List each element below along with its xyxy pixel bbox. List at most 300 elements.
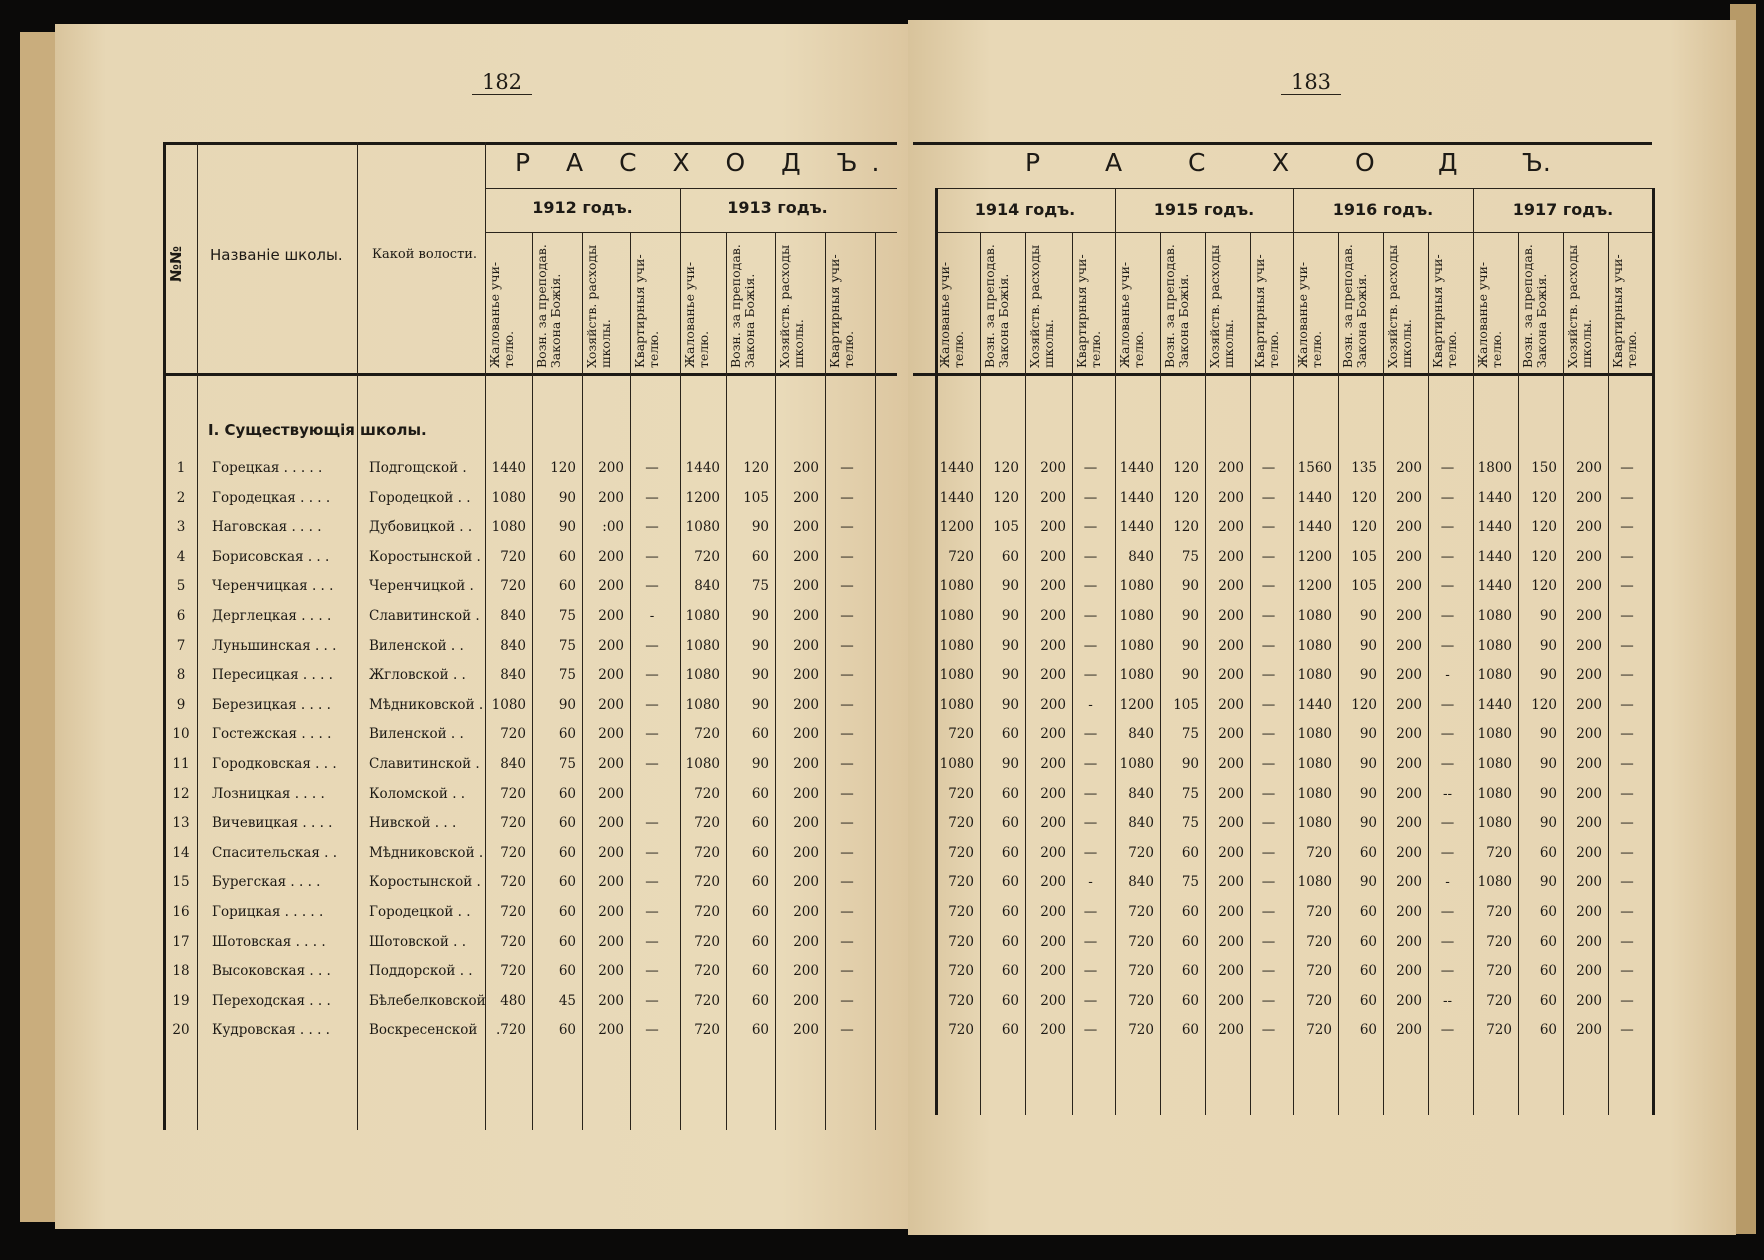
- value-cell: 60: [558, 933, 576, 950]
- value-cell: 200: [1040, 548, 1066, 565]
- column-header-text: Возн. за преподав. Закона Божія.: [1340, 244, 1369, 368]
- value-cell: :00: [602, 519, 624, 536]
- value-cell: 200: [1576, 844, 1602, 861]
- value-cell: 60: [1001, 785, 1019, 802]
- subhead-rule: [485, 232, 897, 233]
- column-header: [1565, 236, 1608, 368]
- value-cell: 720: [1128, 963, 1154, 980]
- column-header: [777, 236, 820, 368]
- housing-cell: -: [1088, 874, 1093, 891]
- value-cell: 720: [694, 726, 720, 743]
- volost-name: Коростынской .: [369, 548, 481, 565]
- value-cell: 720: [948, 548, 974, 565]
- value-cell: 75: [558, 756, 576, 772]
- value-cell: 60: [1181, 992, 1199, 1009]
- volost-name: Черенчицкой .: [369, 578, 474, 595]
- housing-cell: —: [1083, 785, 1098, 802]
- value-cell: 720: [500, 785, 526, 802]
- column-header: [1074, 236, 1117, 368]
- value-cell: 200: [1576, 815, 1602, 832]
- value-cell: 75: [1181, 785, 1199, 802]
- volost-name: Шотовской . .: [369, 933, 467, 950]
- value-cell: 720: [1306, 992, 1332, 1009]
- value-cell: 1440: [939, 489, 974, 506]
- value-cell: 90: [1359, 756, 1377, 772]
- value-cell: 90: [1001, 756, 1019, 772]
- table-top-rule: [913, 142, 1652, 145]
- value-cell: 480: [500, 992, 526, 1009]
- right-title-letter: Х: [1272, 148, 1290, 177]
- value-cell: 200: [1040, 933, 1066, 950]
- housing-cell: —: [840, 785, 854, 802]
- value-cell: 90: [1539, 756, 1557, 772]
- value-cell: 1080: [939, 696, 974, 713]
- value-cell: 1440: [1477, 489, 1512, 506]
- row-number: 19: [172, 992, 190, 1009]
- column-header: [1610, 236, 1653, 368]
- value-cell: 200: [1576, 1022, 1602, 1039]
- value-cell: 720: [500, 815, 526, 832]
- value-cell: 200: [1218, 667, 1244, 684]
- school-name: Луньшинская . . .: [212, 637, 337, 654]
- row-number: 16: [172, 904, 190, 920]
- volost-name: Дубовицкой . .: [369, 519, 473, 536]
- value-cell: 90: [751, 696, 769, 713]
- volost-name: Бѣлебелковской: [369, 992, 486, 1009]
- column-header-text: Квартирныя учи- телю.: [1430, 254, 1459, 368]
- value-cell: 200: [1040, 1022, 1066, 1039]
- housing-cell: —: [1261, 460, 1276, 476]
- school-name: Шотовская . . . .: [212, 933, 326, 950]
- value-cell: 720: [1306, 844, 1332, 861]
- value-cell: 75: [558, 637, 576, 654]
- value-cell: 90: [558, 696, 576, 713]
- value-cell: 1080: [685, 608, 720, 624]
- value-cell: 1080: [1119, 667, 1154, 684]
- value-cell: 1080: [491, 519, 526, 536]
- value-cell: 200: [1576, 667, 1602, 684]
- value-cell: 90: [1181, 637, 1199, 654]
- value-cell: 75: [558, 608, 576, 624]
- value-cell: 90: [1539, 815, 1557, 832]
- value-cell: 1200: [1297, 548, 1332, 565]
- value-cell: 1080: [491, 696, 526, 713]
- value-cell: 1200: [685, 489, 720, 506]
- housing-cell: —: [840, 667, 854, 684]
- value-cell: 60: [1001, 548, 1019, 565]
- value-cell: 60: [1181, 904, 1199, 920]
- housing-cell: —: [1261, 519, 1276, 536]
- school-name: Березицкая . . . .: [212, 696, 331, 713]
- value-cell: 1080: [1477, 874, 1512, 891]
- value-cell: 90: [1359, 637, 1377, 654]
- value-cell: 60: [1359, 1022, 1377, 1039]
- column-header: [937, 236, 980, 368]
- row-number: 12: [172, 785, 190, 802]
- value-cell: 200: [1218, 608, 1244, 624]
- value-cell: 60: [1539, 844, 1557, 861]
- value-cell: 720: [948, 785, 974, 802]
- volost-name: Нивской . . .: [369, 815, 457, 832]
- row-number: 20: [172, 1022, 190, 1039]
- value-cell: 840: [694, 578, 720, 595]
- value-cell: 720: [1486, 992, 1512, 1009]
- column-header-text: Хозяйств. расходы школы.: [1027, 244, 1056, 368]
- housing-cell: —: [1620, 548, 1634, 565]
- housing-cell: —: [1261, 696, 1276, 713]
- value-cell: 75: [1181, 874, 1199, 891]
- value-cell: 1080: [1119, 756, 1154, 772]
- housing-cell: —: [840, 963, 854, 980]
- column-header-text: Возн. за преподав. Закона Божія.: [728, 244, 757, 368]
- value-cell: 60: [1359, 963, 1377, 980]
- housing-cell: —: [1440, 637, 1455, 654]
- value-cell: 1440: [1297, 696, 1332, 713]
- value-cell: 60: [1001, 874, 1019, 891]
- housing-cell: —: [840, 578, 854, 595]
- value-cell: 840: [500, 608, 526, 624]
- value-cell: 720: [500, 963, 526, 980]
- value-cell: 200: [1040, 489, 1066, 506]
- row-number: 8: [176, 667, 186, 684]
- housing-cell: —: [1440, 963, 1455, 980]
- housing-cell: —: [645, 667, 659, 684]
- value-cell: 720: [1486, 933, 1512, 950]
- value-cell: 200: [1396, 992, 1422, 1009]
- value-cell: 1800: [1477, 460, 1512, 476]
- housing-cell: —: [1620, 933, 1634, 950]
- value-cell: 1200: [1119, 696, 1154, 713]
- value-cell: 90: [1359, 726, 1377, 743]
- school-name: Гостежская . . . .: [212, 726, 332, 743]
- value-cell: 60: [751, 844, 769, 861]
- housing-cell: —: [645, 933, 659, 950]
- right-title-letter: Д: [1438, 148, 1458, 177]
- value-cell: 200: [1576, 963, 1602, 980]
- column-rule: [197, 142, 198, 1130]
- value-cell: 60: [1001, 992, 1019, 1009]
- housing-cell: —: [1083, 637, 1098, 654]
- value-cell: 90: [751, 667, 769, 684]
- housing-cell: —: [1261, 667, 1276, 684]
- value-cell: 120: [1173, 519, 1199, 536]
- value-cell: 200: [1040, 904, 1066, 920]
- value-cell: 720: [1306, 963, 1332, 980]
- value-cell: 1080: [939, 637, 974, 654]
- column-rule: [357, 142, 358, 1130]
- value-cell: 60: [751, 815, 769, 832]
- housing-cell: —: [1083, 460, 1098, 476]
- value-cell: 200: [1396, 785, 1422, 802]
- housing-cell: —: [1620, 992, 1634, 1009]
- value-cell: 60: [1359, 933, 1377, 950]
- value-cell: 120: [1531, 578, 1557, 595]
- housing-cell: —: [1261, 578, 1276, 595]
- housing-cell: —: [1620, 815, 1634, 832]
- value-cell: 90: [751, 756, 769, 772]
- volost-name: Жгловской . .: [369, 667, 466, 684]
- value-cell: 200: [1218, 637, 1244, 654]
- value-cell: 90: [1359, 874, 1377, 891]
- value-cell: 60: [1001, 726, 1019, 743]
- housing-cell: —: [1261, 1022, 1276, 1039]
- value-cell: 200: [1396, 756, 1422, 772]
- value-cell: 135: [1351, 460, 1377, 476]
- value-cell: 200: [1576, 637, 1602, 654]
- value-cell: 200: [793, 874, 819, 891]
- value-cell: 1440: [1297, 489, 1332, 506]
- housing-cell: —: [645, 519, 659, 536]
- value-cell: 60: [558, 874, 576, 891]
- value-cell: 60: [1001, 815, 1019, 832]
- value-cell: 200: [598, 904, 624, 920]
- housing-cell: —: [840, 696, 854, 713]
- value-cell: 1080: [685, 637, 720, 654]
- column-header-text: Квартирныя учи- телю.: [1610, 254, 1639, 368]
- value-cell: 105: [993, 519, 1019, 536]
- column-header-text: Жалованье учи- телю.: [1295, 261, 1324, 368]
- value-cell: 200: [1218, 904, 1244, 920]
- housing-cell: —: [1261, 844, 1276, 861]
- school-name: Горецкая . . . . .: [212, 460, 323, 476]
- value-cell: 60: [751, 963, 769, 980]
- housing-cell: —: [1620, 874, 1634, 891]
- header-volost: Какой волости.: [372, 247, 478, 262]
- value-cell: 1080: [685, 696, 720, 713]
- value-cell: 200: [1218, 548, 1244, 565]
- year-1917: 1917 годъ.: [1512, 200, 1614, 219]
- value-cell: 200: [1218, 696, 1244, 713]
- school-name: Дерглецкая . . . .: [212, 608, 332, 624]
- housing-cell: —: [1440, 489, 1455, 506]
- value-cell: 90: [558, 489, 576, 506]
- year-1914: 1914 годъ.: [974, 200, 1076, 219]
- value-cell: 200: [598, 578, 624, 595]
- value-cell: 200: [1396, 844, 1422, 861]
- housing-cell: --: [1442, 992, 1453, 1009]
- row-number: 1: [176, 460, 186, 476]
- value-cell: 200: [1040, 756, 1066, 772]
- column-header-text: Жалованье учи- телю.: [1475, 261, 1504, 368]
- value-cell: 60: [1181, 933, 1199, 950]
- column-header: [1162, 236, 1205, 368]
- value-cell: 200: [598, 992, 624, 1009]
- housing-cell: -: [1445, 667, 1450, 684]
- housing-cell: —: [1620, 489, 1634, 506]
- row-number: 7: [176, 637, 186, 654]
- value-cell: 200: [598, 844, 624, 861]
- value-cell: 60: [558, 578, 576, 595]
- value-cell: 720: [1128, 844, 1154, 861]
- volost-name: Мѣдниковской .: [369, 844, 484, 861]
- value-cell: 200: [1218, 726, 1244, 743]
- housing-cell: —: [1261, 992, 1276, 1009]
- housing-cell: —: [1083, 844, 1098, 861]
- right-title-letter: О: [1355, 148, 1375, 177]
- value-cell: 200: [793, 637, 819, 654]
- school-name: Борисовская . . .: [212, 548, 330, 565]
- right-title-letter: Ъ.: [1522, 148, 1551, 177]
- column-header-text: Возн. за преподав. Закона Божія.: [534, 244, 563, 368]
- school-name: Горицкая . . . . .: [212, 904, 324, 920]
- value-cell: 90: [1539, 726, 1557, 743]
- value-cell: 200: [1040, 844, 1066, 861]
- value-cell: 200: [793, 815, 819, 832]
- value-cell: 1080: [1297, 785, 1332, 802]
- housing-cell: --: [1442, 785, 1453, 802]
- column-header: [728, 236, 771, 368]
- column-header: [1340, 236, 1383, 368]
- school-name: Высоковская . . .: [212, 963, 331, 980]
- column-header-text: Квартирныя учи- телю.: [1252, 254, 1281, 368]
- housing-cell: —: [1620, 667, 1634, 684]
- value-cell: 60: [1359, 904, 1377, 920]
- value-cell: 720: [500, 578, 526, 595]
- value-cell: 1440: [1477, 696, 1512, 713]
- value-cell: 720: [694, 844, 720, 861]
- value-cell: 720: [948, 992, 974, 1009]
- housing-cell: —: [645, 904, 659, 920]
- housing-cell: —: [1083, 1022, 1098, 1039]
- housing-cell: —: [1083, 667, 1098, 684]
- column-header: [1117, 236, 1160, 368]
- header-school-name: Названіе школы.: [210, 246, 343, 264]
- value-cell: 200: [793, 548, 819, 565]
- value-cell: 120: [550, 460, 576, 476]
- value-cell: 1200: [1297, 578, 1332, 595]
- year-rule: [485, 188, 897, 189]
- value-cell: 1080: [939, 578, 974, 595]
- housing-cell: —: [645, 696, 659, 713]
- value-cell: 200: [1040, 637, 1066, 654]
- value-cell: 200: [1218, 992, 1244, 1009]
- housing-cell: —: [645, 844, 659, 861]
- value-cell: 120: [1531, 519, 1557, 536]
- value-cell: 1080: [1297, 608, 1332, 624]
- value-cell: 720: [948, 726, 974, 743]
- housing-cell: —: [1620, 696, 1634, 713]
- value-cell: 840: [500, 667, 526, 684]
- column-header: [1295, 236, 1338, 368]
- column-header-text: Жалованье учи- телю.: [1117, 261, 1146, 368]
- page-number-left: 182: [472, 70, 532, 95]
- value-cell: 200: [1576, 548, 1602, 565]
- volost-name: Городецкой . .: [369, 489, 471, 506]
- housing-cell: —: [1620, 726, 1634, 743]
- value-cell: 60: [1539, 933, 1557, 950]
- value-cell: 120: [993, 489, 1019, 506]
- housing-cell: —: [1261, 874, 1276, 891]
- housing-cell: —: [1620, 1022, 1634, 1039]
- value-cell: 60: [1539, 904, 1557, 920]
- housing-cell: —: [840, 815, 854, 832]
- volost-name: Коломской . .: [369, 785, 466, 802]
- housing-cell: —: [645, 992, 659, 1009]
- value-cell: 60: [1181, 963, 1199, 980]
- value-cell: 200: [793, 578, 819, 595]
- column-header-text: Жалованье учи- телю.: [682, 261, 711, 368]
- value-cell: 720: [948, 963, 974, 980]
- value-cell: 60: [1539, 992, 1557, 1009]
- value-cell: 720: [500, 874, 526, 891]
- housing-cell: —: [645, 460, 659, 476]
- value-cell: 1080: [1477, 726, 1512, 743]
- value-cell: 120: [743, 460, 769, 476]
- housing-cell: —: [840, 904, 854, 920]
- housing-cell: -: [649, 608, 655, 624]
- column-header: [1027, 236, 1070, 368]
- value-cell: 840: [1128, 785, 1154, 802]
- year-1915: 1915 годъ.: [1153, 200, 1255, 219]
- value-cell: 60: [1001, 1022, 1019, 1039]
- value-cell: 200: [793, 992, 819, 1009]
- school-name: Кудровская . . . .: [212, 1022, 330, 1039]
- housing-cell: —: [1261, 815, 1276, 832]
- value-cell: 1080: [1477, 608, 1512, 624]
- housing-cell: —: [1261, 904, 1276, 920]
- value-cell: 200: [793, 519, 819, 536]
- value-cell: 75: [1181, 548, 1199, 565]
- value-cell: 200: [598, 726, 624, 743]
- value-cell: 120: [1351, 489, 1377, 506]
- volost-name: Подгощской .: [369, 460, 467, 476]
- value-cell: 1080: [1119, 637, 1154, 654]
- value-cell: 200: [1396, 548, 1422, 565]
- row-number: 18: [172, 963, 190, 980]
- value-cell: 60: [1001, 963, 1019, 980]
- value-cell: 200: [793, 696, 819, 713]
- value-cell: 840: [500, 637, 526, 654]
- row-number: 10: [172, 726, 190, 743]
- value-cell: 200: [793, 785, 819, 802]
- value-cell: 1080: [939, 608, 974, 624]
- value-cell: 1080: [1477, 667, 1512, 684]
- housing-cell: —: [1440, 1022, 1455, 1039]
- value-cell: 1080: [1297, 756, 1332, 772]
- row-number: 11: [172, 756, 190, 772]
- year-1916: 1916 годъ.: [1332, 200, 1434, 219]
- value-cell: 200: [1040, 578, 1066, 595]
- value-cell: 200: [793, 489, 819, 506]
- housing-cell: —: [645, 815, 659, 832]
- value-cell: 200: [598, 963, 624, 980]
- value-cell: 200: [1396, 637, 1422, 654]
- value-cell: 1080: [1297, 815, 1332, 832]
- value-cell: 200: [1576, 874, 1602, 891]
- value-cell: 60: [751, 992, 769, 1009]
- column-header-text: Возн. за преподав. Закона Божія.: [982, 244, 1011, 368]
- housing-cell: —: [1620, 756, 1634, 772]
- value-cell: 1440: [685, 460, 720, 476]
- housing-cell: —: [1083, 726, 1098, 743]
- value-cell: 60: [751, 904, 769, 920]
- value-cell: 720: [694, 1022, 720, 1039]
- row-number: 4: [176, 548, 186, 565]
- housing-cell: —: [1440, 548, 1455, 565]
- value-cell: 720: [1128, 992, 1154, 1009]
- value-cell: 720: [1306, 933, 1332, 950]
- value-cell: 200: [1396, 874, 1422, 891]
- housing-cell: —: [840, 844, 854, 861]
- right-title-letter: С: [1188, 148, 1206, 177]
- volost-name: Городецкой . .: [369, 904, 471, 920]
- value-cell: 200: [1218, 756, 1244, 772]
- value-cell: 200: [793, 1022, 819, 1039]
- value-cell: 200: [1576, 489, 1602, 506]
- value-cell: 1080: [1119, 578, 1154, 595]
- housing-cell: —: [840, 608, 854, 624]
- housing-cell: —: [1620, 460, 1634, 476]
